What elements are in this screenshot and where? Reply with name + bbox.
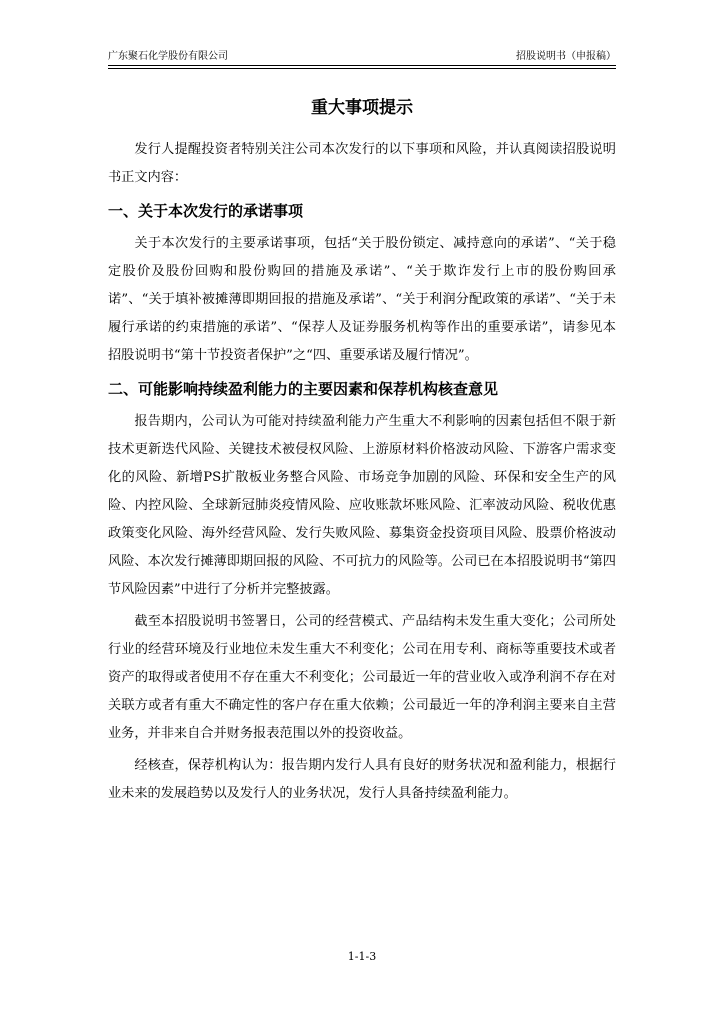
- header-rule-thin: [108, 68, 616, 69]
- section-heading-commitments: 一、关于本次发行的承诺事项: [108, 202, 304, 220]
- business-status-paragraph: 截至本招股说明书签署日，公司的经营模式、产品结构未发生重大变化；公司所处行业的经营环境及行业地位未发生重大不利变化；公司在用专利、商标等重要技术或者资产的取得或者使用不存在重大不利变化；公司最近一年的营业收入或净利润不存在对关联方或者有重大不确定性的客户存在重大依赖；公司最近一年的净利润主要来自主营业务，并非来自合并财务报表范围以外的投资收益。: [108, 614, 616, 741]
- sponsor-opinion-paragraph: 经核查，保荐机构认为：报告期内发行人具有良好的财务状况和盈利能力，根据行业未来的发展趋势以及发行人的业务状况，发行人具备持续盈利能力。: [108, 758, 616, 801]
- section-heading-profitability: 二、可能影响持续盈利能力的主要因素和保荐机构核查意见: [108, 380, 499, 398]
- document-body: [108, 96, 616, 812]
- page-number: 1-1-3: [347, 950, 377, 963]
- header-document-type: 招股说明书（申报稿）: [516, 51, 616, 62]
- header-company-name: 广东聚石化学股份有限公司: [108, 51, 228, 62]
- commitments-paragraph: 关于本次发行的主要承诺事项，包括“关于股份锁定、减持意向的承诺”、“关于稳定股价及股份回购和股份购回的措施及承诺”、“关于欺诈发行上市的股份购回承诺”、“关于填补被摊薄即期回报的措施及承诺”、“关于利润分配政策的承诺”、“关于未履行承诺的约束措施的承诺”、“保荐人及证券服务机构等作出的重要承诺”，请参见本招股说明书“第十节投资者保护”之“四、重要承诺及履行情况”。: [108, 236, 616, 363]
- risk-factors-paragraph: 报告期内，公司认为可能对持续盈利能力产生重大不利影响的因素包括但不限于新技术更新迭代风险、关键技术被侵权风险、上游原材料价格波动风险、下游客户需求变化的风险、新增PS扩散板业务整合风险、市场竞争加剧的风险、环保和安全生产的风险、内控风险、全球新冠肺炎疫情风险、应收账款坏账风险、汇率波动风险、税收优惠政策变化风险、海外经营风险、发行失败风险、募集资金投资项目风险、股票价格波动风险、本次发行摊薄即期回报的风险、不可抗力的风险等。公司已在本招股说明书“第四节风险因素”中进行了分析并完整披露。: [108, 414, 616, 597]
- header-rule-thick: [108, 65, 616, 66]
- document-title: 重大事项提示: [311, 98, 413, 118]
- page-header: [108, 50, 616, 66]
- intro-paragraph: 发行人提醒投资者特别关注公司本次发行的以下事项和风险，并认真阅读招股说明书正文内容：: [108, 142, 616, 185]
